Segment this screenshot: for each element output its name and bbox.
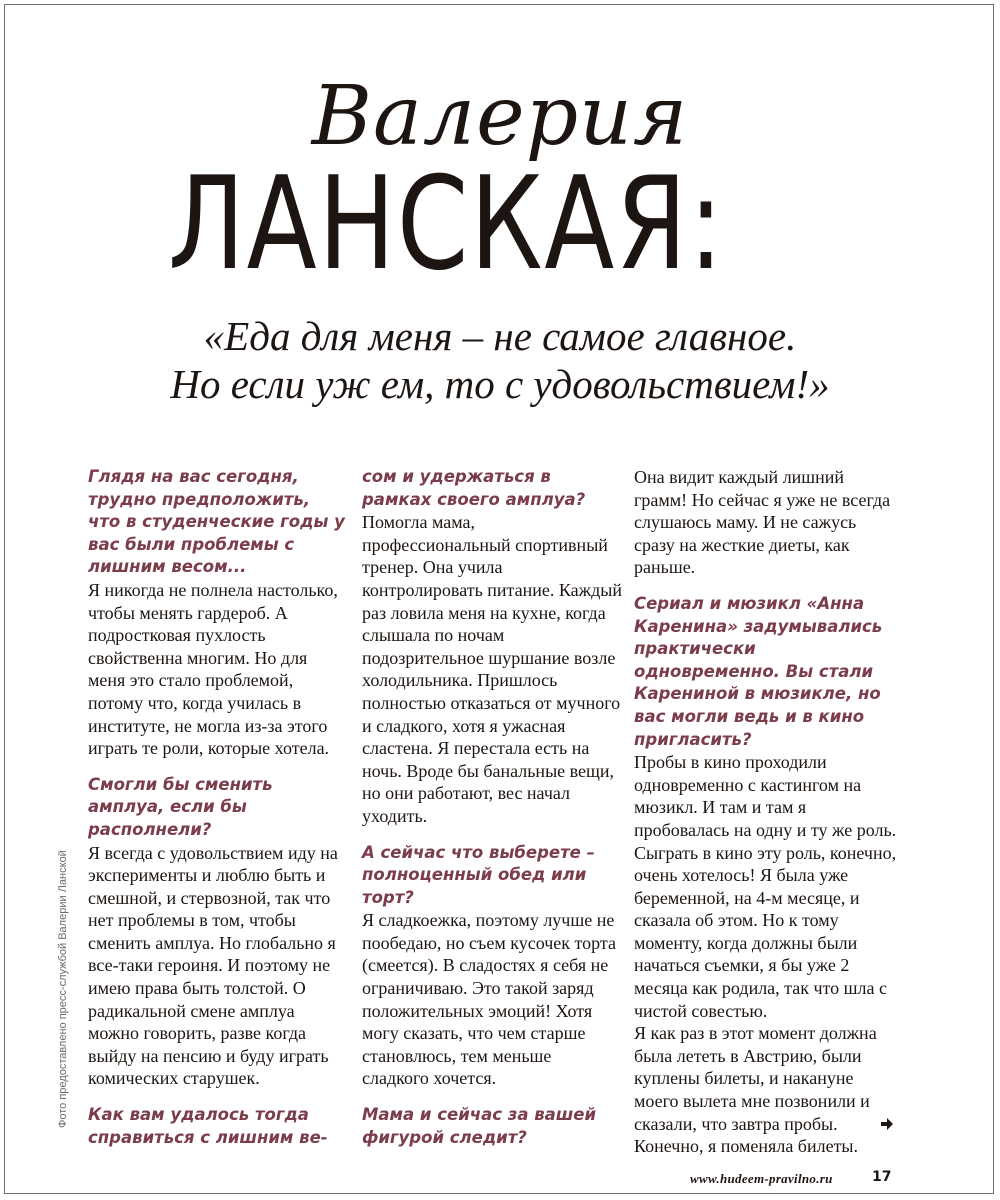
interview-answer: Я как раз в этот момент должна была лететь в Австрию, были куплены билеты, и накануне моего вылета мне позвонили и сказали, что завтра пробы. Конечно, я поменяла билеты.: [634, 1023, 877, 1157]
interview-question: Сериал и мюзикл «Анна Каренина» задумывались практически одновременно. Вы стали Карениной в мюзикле, но вас могли ведь и в кино пригласить?: [634, 593, 883, 749]
quote-line-2: Но если уж ем, то с удовольствием!»: [170, 361, 830, 407]
interview-answer: Помогла мама, профессиональный спортивный тренер. Она учила контролировать питание. Каждый раз ловила меня на кухне, когда слышала по ночам подозрительное шуршание возле холодильника. Пришлось полностью отказаться от мучного и сладкого, хотя я ужасная сластена. Я перестала есть на ночь. Вроде бы банальные вещи, но они работают, вес начал уходить.: [362, 512, 622, 826]
interview-answer: Я сладкоежка, поэтому лучше не пообедаю, но съем кусочек торта (смеется). В сладостях я себя не ограничиваю. Это такой заряд положительных эмоций! Хотя могу сказать, что чем старше становлюсь, тем меньше сладкого хочется.: [362, 910, 616, 1089]
headline-quote: [0, 312, 1000, 408]
interview-question: Мама и сейчас за вашей фигурой следит?: [362, 1105, 597, 1147]
interview-question: Глядя на вас сегодня, трудно предположить, что в студенческие годы у вас были проблемы с лишним весом...: [88, 467, 345, 577]
title-first-name: Валерия: [311, 69, 689, 164]
interview-question: А сейчас что выберете – полноценный обед или торт?: [362, 842, 595, 907]
photo-credit: Фото предоставлено пресс-службой Валерии Ланской: [57, 850, 69, 1128]
article-column-1: [88, 466, 348, 1149]
article-column-2: [362, 466, 622, 1149]
footer-site-url: www.hudeem-pravilno.ru: [690, 1171, 833, 1186]
interview-question: Смогли бы сменить амплуа, если бы располнели?: [88, 774, 273, 839]
continue-arrow-icon: [880, 1117, 894, 1131]
quote-line-1: «Еда для меня – не самое главное.: [203, 313, 797, 359]
page-number: 17: [872, 1169, 892, 1185]
article-column-3: [634, 466, 899, 1158]
interview-answer: Я никогда не полнела настолько, чтобы менять гардероб. А подростковая пухлость свойственна многим. Но для меня это стало проблемой, потому что, когда училась в институте, не могла из-за этого играть те роли, которые хотела.: [88, 579, 338, 759]
interview-answer: Я всегда с удовольствием иду на эксперименты и люблю быть и смешной, и стервозной, так что нет проблемы в том, чтобы сменить амплуа. Но глобально я все-таки героиня. И поэтому не имею права быть толстой. О радикальной смене амплуа можно говорить, разве когда выйду на пенсию и буду играть комических старушек.: [88, 842, 338, 1089]
interview-answer: Она видит каждый лишний грамм! Но сейчас я уже не всегда слушаюсь маму. И не сажусь сразу на жесткие диеты, как раньше.: [634, 467, 891, 578]
interview-question: сом и удержаться в рамках своего амплуа?: [362, 467, 586, 509]
interview-answer: Пробы в кино проходили одновременно с кастингом на мюзикл. И там и там я пробовалась на одну и ту же роль. Сыграть в кино эту роль, конечно, очень хотелось! Я была уже беременной, на 4-м месяце, и сказала об этом. Но к тому моменту, когда должны были начаться съемки, я бы уже 2 месяца как родила, так что шла с чистой совестью.: [634, 752, 897, 1021]
title-last-name: ЛАНСКАЯ:: [168, 150, 725, 299]
interview-question: Как вам удалось тогда справиться с лишним ве-: [88, 1105, 328, 1147]
